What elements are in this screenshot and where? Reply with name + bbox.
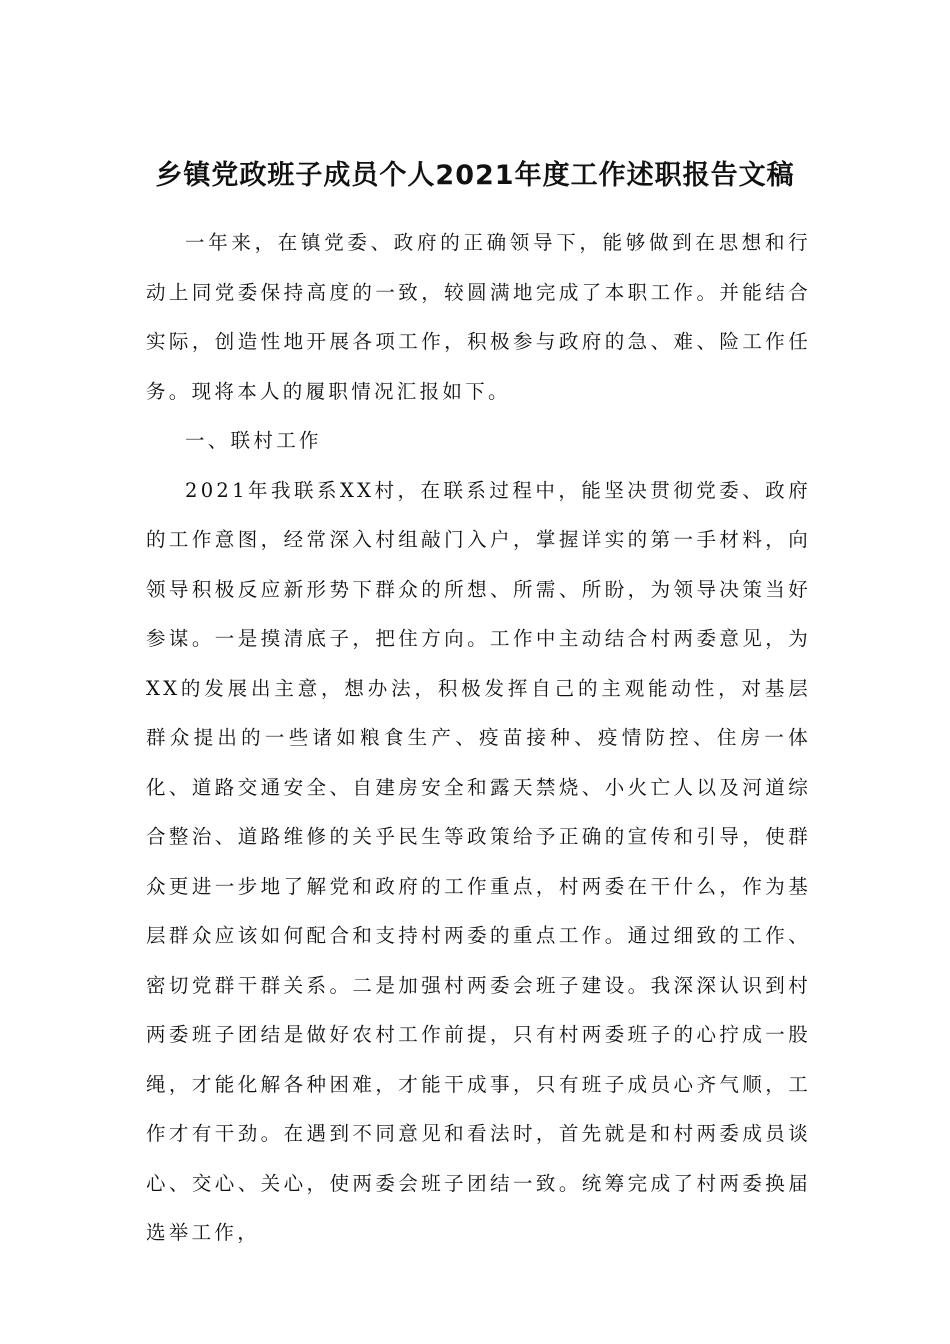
paragraph-intro: 一年来，在镇党委、政府的正确领导下，能够做到在思想和行动上同党委保持高度的一致，较圆满地完成了本职工作。并能结合实际，创造性地开展各项工作，积极参与政府的急、难、险工作任务。现将本人的履职情况汇报如下。 xyxy=(146,231,811,403)
document-body xyxy=(146,218,811,1258)
section-heading-village-work: 一、联村工作 xyxy=(185,429,322,452)
document-title: 乡镇党政班子成员个人2021年度工作述职报告文稿 xyxy=(155,160,795,191)
paragraph-village-work: 2021年我联系XX村，在联系过程中，能坚决贯彻党委、政府的工作意图，经常深入村组敲门入户，掌握详实的第一手材料，向领导积极反应新形势下群众的所想、所需、所盼，为领导决策当好参谋。一是摸清底子，把住方向。工作中主动结合村两委意见，为XX的发展出主意，想办法，积极发挥自己的主观能动性，对基层群众提出的一些诸如粮食生产、疫苗接种、疫情防控、住房一体化、道路交通安全、自建房安全和露天禁烧、小火亡人以及河道综合整治、道路维修的关乎民生等政策给予正确的宣传和引导，使群众更进一步地了解党和政府的工作重点，村两委在干什么，作为基层群众应该如何配合和支持村两委的重点工作。通过细致的工作、密切党群干群关系。二是加强村两委会班子建设。我深深认识到村两委班子团结是做好农村工作前提，只有村两委班子的心拧成一股绳，才能化解各种困难，才能干成事，只有班子成员心齐气顺，工作才有干劲。在遇到不同意见和看法时，首先就是和村两委成员谈心、交心、关心，使两委会班子团结一致。统筹完成了村两委换届选举工作， xyxy=(146,478,811,1244)
